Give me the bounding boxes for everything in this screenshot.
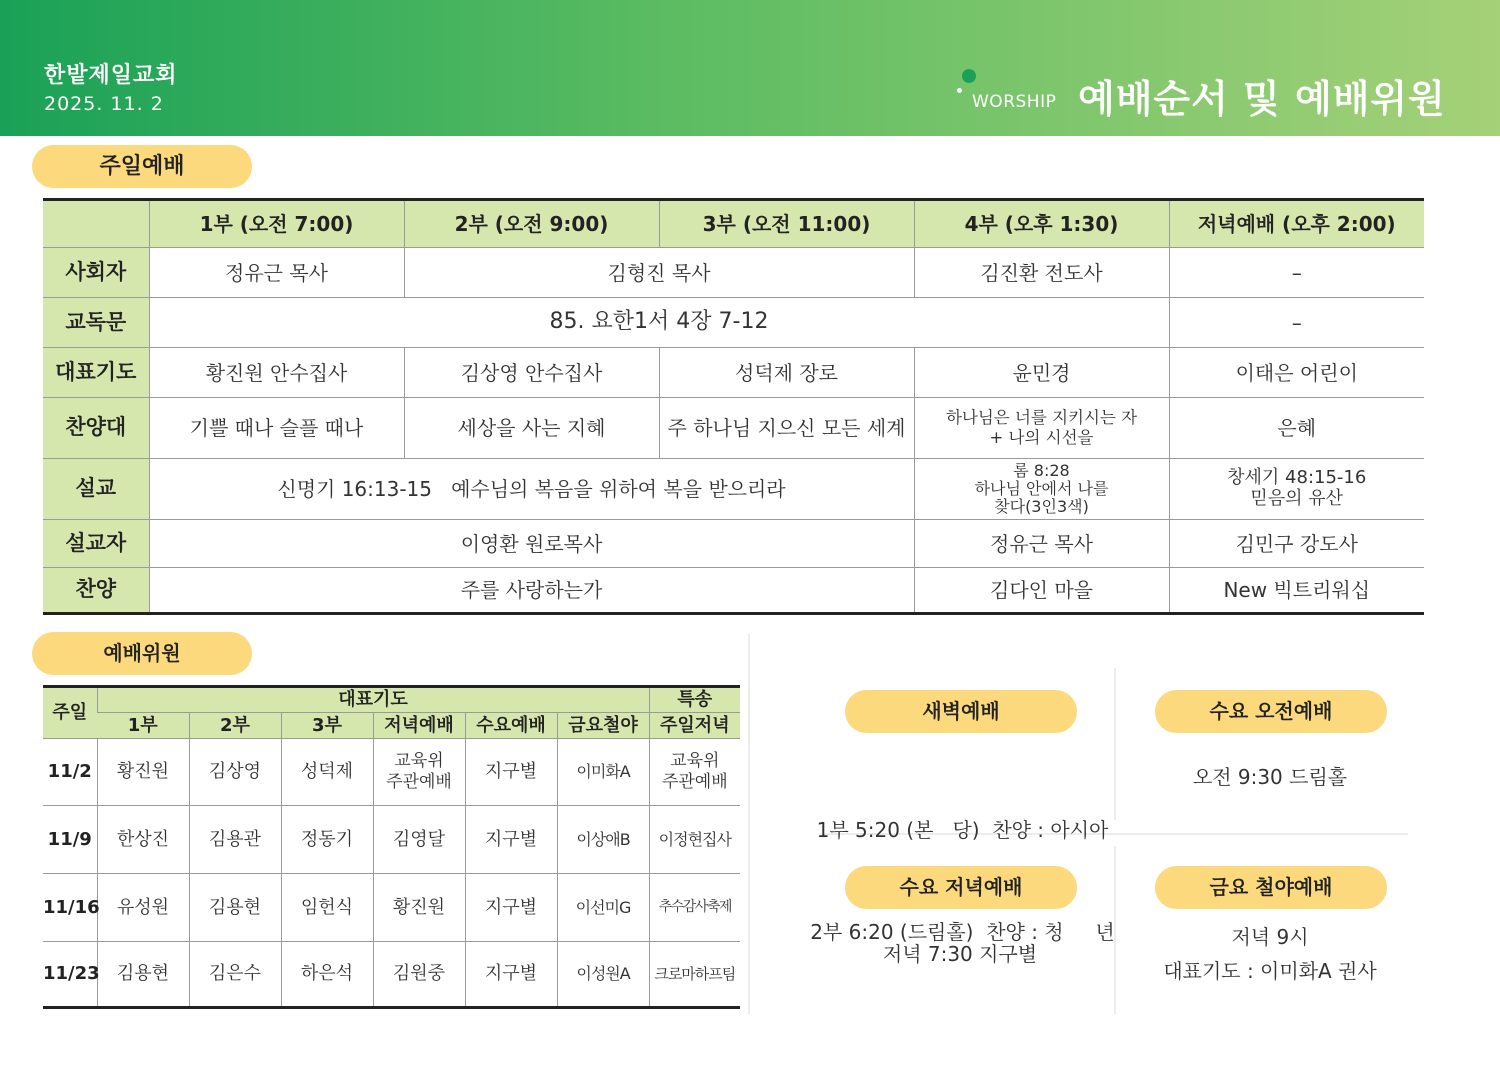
committee-p3: 하은석 xyxy=(281,942,373,1008)
committee-p1: 한상진 xyxy=(97,806,189,874)
committee-sub-3: 3부 xyxy=(281,713,373,739)
fri-night-service-title: 금요 철야예배 xyxy=(1155,866,1387,909)
worship-small-dot-icon xyxy=(957,88,962,93)
table-row-praise xyxy=(43,568,1424,614)
preacher-service-1-3: 이영환 원로목사 xyxy=(149,520,914,568)
committee-evening: 황진원 xyxy=(373,874,465,942)
fri-night-service-line2: 대표기도 : 이미화A 권사 xyxy=(1163,959,1377,983)
committee-date: 11/23 xyxy=(43,963,100,985)
committee-evening-line2: 주관예배 xyxy=(386,772,452,792)
host-service-4: 김진환 전도사 xyxy=(914,248,1169,298)
choir-evening: 은혜 xyxy=(1169,398,1424,459)
committee-evening: 김원중 xyxy=(373,942,465,1008)
committee-special: 추수감사축제 xyxy=(649,874,740,942)
row-label-host: 사회자 xyxy=(43,248,149,298)
row-label-prayer: 대표기도 xyxy=(43,348,149,398)
committee-sub-special: 주일저녁 xyxy=(649,713,740,739)
table-row-sermon xyxy=(43,459,1424,520)
committee-special: 크로마하프팀 xyxy=(649,942,740,1008)
choir-service-2: 세상을 사는 지혜 xyxy=(404,398,659,459)
committee-sub-evening: 저녁예배 xyxy=(373,713,465,739)
committee-label: 예배위원 xyxy=(32,632,252,675)
prayer-service-2: 김상영 안수집사 xyxy=(404,348,659,398)
panel-divider-left xyxy=(748,634,750,1014)
sermon-service-4-line3: 찾다(3인3색) xyxy=(994,496,1089,516)
choir-service-4 xyxy=(914,398,1169,459)
row-label-praise: 찬양 xyxy=(43,568,149,614)
choir-service-3: 주 하나님 지으신 모든 세계 xyxy=(659,398,914,459)
table-row-preacher xyxy=(43,520,1424,568)
committee-fri: 이상애B xyxy=(557,806,649,874)
table-row-reading xyxy=(43,298,1424,348)
praise-evening: New 빅트리워십 xyxy=(1169,568,1424,614)
worship-dot-icon xyxy=(962,69,976,83)
table-row-host xyxy=(43,248,1424,298)
committee-p3: 정동기 xyxy=(281,806,373,874)
sermon-service-4 xyxy=(914,459,1169,520)
committee-head-sunday: 주일 xyxy=(43,687,97,739)
committee-table xyxy=(43,685,740,1009)
fri-night-service-info xyxy=(1120,920,1420,988)
sermon-service-1-3: 신명기 16:13-15 예수님의 복음을 위하여 복을 받으리라 xyxy=(149,459,914,520)
table-row-choir xyxy=(43,398,1424,459)
committee-p1: 유성원 xyxy=(97,874,189,942)
prayer-service-3: 성덕제 장로 xyxy=(659,348,914,398)
sermon-evening-line1: 창세기 48:15-16 xyxy=(1227,467,1367,489)
reading-service-1-4: 85. 요한1서 4장 7-12 xyxy=(149,298,1169,348)
committee-wed: 지구별 xyxy=(465,806,557,874)
wed-morning-service-title: 수요 오전예배 xyxy=(1155,690,1387,733)
committee-row xyxy=(43,942,740,1008)
committee-p2: 김용현 xyxy=(189,874,281,942)
dawn-service-line1: 1부 5:20 (본 당) 찬양 : 아시아 xyxy=(816,818,1109,842)
sunday-worship-label: 주일예배 xyxy=(32,145,252,188)
committee-p2: 김용관 xyxy=(189,806,281,874)
praise-service-1-3: 주를 사랑하는가 xyxy=(149,568,914,614)
column-evening: 저녁예배 (오후 2:00) xyxy=(1169,200,1424,248)
host-service-1: 정유근 목사 xyxy=(149,248,404,298)
committee-subheader-row xyxy=(43,713,740,739)
committee-p1: 황진원 xyxy=(97,739,189,806)
committee-evening: 김영달 xyxy=(373,806,465,874)
fri-night-service-line1: 저녁 9시 xyxy=(1231,925,1309,949)
page-title: 예배순서 및 예배위원 xyxy=(1078,77,1446,121)
wed-evening-service-info: 저녁 7:30 지구별 xyxy=(882,942,1038,966)
committee-row xyxy=(43,739,740,806)
committee-fri: 이선미G xyxy=(557,874,649,942)
sermon-evening-line2: 믿음의 유산 xyxy=(1250,488,1344,509)
row-label-reading: 교독문 xyxy=(43,298,149,348)
bulletin-date: 2025. 11. 2 xyxy=(44,93,164,115)
host-service-2-3: 김형진 목사 xyxy=(404,248,914,298)
committee-p1: 김용현 xyxy=(97,942,189,1008)
committee-head-prayer: 대표기도 xyxy=(97,687,649,713)
row-label-preacher: 설교자 xyxy=(43,520,149,568)
column-service-1: 1부 (오전 7:00) xyxy=(149,200,404,248)
church-name: 한밭제일교회 xyxy=(44,63,178,88)
committee-wed: 지구별 xyxy=(465,874,557,942)
committee-sub-fri: 금요철야 xyxy=(557,713,649,739)
column-service-3: 3부 (오전 11:00) xyxy=(659,200,914,248)
sunday-worship-table xyxy=(43,198,1424,615)
host-evening: – xyxy=(1169,248,1424,298)
committee-p2: 김은수 xyxy=(189,942,281,1008)
column-service-2: 2부 (오전 9:00) xyxy=(404,200,659,248)
committee-p2: 김상영 xyxy=(189,739,281,806)
committee-row xyxy=(43,874,740,942)
committee-date: 11/16 xyxy=(43,874,97,942)
row-label-choir: 찬양대 xyxy=(43,398,149,459)
committee-fri: 이성원A xyxy=(557,942,649,1008)
row-label-sermon: 설교 xyxy=(43,459,149,520)
committee-sub-wed: 수요예배 xyxy=(465,713,557,739)
reading-evening: – xyxy=(1169,298,1424,348)
committee-wed: 지구별 xyxy=(465,739,557,806)
committee-header-row xyxy=(43,687,740,713)
prayer-evening: 이태은 어린이 xyxy=(1169,348,1424,398)
preacher-evening: 김민구 강도사 xyxy=(1169,520,1424,568)
committee-head-special: 특송 xyxy=(649,687,740,713)
committee-special-line1: 교육위 xyxy=(670,750,720,771)
corner-cell xyxy=(43,200,149,248)
committee-special xyxy=(649,739,740,806)
sermon-evening xyxy=(1169,459,1424,520)
committee-evening-line1: 교육위 xyxy=(394,750,444,771)
wed-evening-service-title: 수요 저녁예배 xyxy=(845,866,1077,909)
sermon-service-4-line1: 롬 8:28 xyxy=(1013,461,1070,481)
committee-special-line2: 주관예배 xyxy=(661,772,728,792)
committee-p3: 임헌식 xyxy=(281,874,373,942)
committee-row xyxy=(43,806,740,874)
committee-wed: 지구별 xyxy=(465,942,557,1008)
choir-service-4-line2: + 나의 시선을 xyxy=(989,428,1094,447)
preacher-service-4: 정유근 목사 xyxy=(914,520,1169,568)
choir-service-1: 기쁠 때나 슬플 때나 xyxy=(149,398,404,459)
committee-sub-2: 2부 xyxy=(189,713,281,739)
dawn-service-title: 새벽예배 xyxy=(845,690,1077,733)
table-header-row xyxy=(43,200,1424,248)
committee-special: 이정현집사 xyxy=(649,806,740,874)
committee-p3: 성덕제 xyxy=(281,739,373,806)
choir-service-4-line1: 하나님은 너를 지키시는 자 xyxy=(945,407,1138,427)
prayer-service-4: 윤민경 xyxy=(914,348,1169,398)
header-banner xyxy=(0,0,1500,136)
table-row-prayer xyxy=(43,348,1424,398)
committee-evening xyxy=(373,739,465,806)
column-service-4: 4부 (오후 1:30) xyxy=(914,200,1169,248)
committee-sub-1: 1부 xyxy=(97,713,189,739)
committee-date: 11/9 xyxy=(43,806,97,874)
sermon-service-4-line2: 하나님 안에서 나를 xyxy=(974,479,1109,499)
prayer-service-1: 황진원 안수집사 xyxy=(149,348,404,398)
dawn-service-line2: 2부 6:20 (드림홀) 찬양 : 청 년 xyxy=(810,920,1115,944)
committee-date: 11/2 xyxy=(43,739,97,806)
committee-fri: 이미화A xyxy=(557,739,649,806)
praise-service-4: 김다인 마을 xyxy=(914,568,1169,614)
wed-morning-service-info: 오전 9:30 드림홀 xyxy=(1192,765,1348,789)
worship-label: WORSHIP xyxy=(972,92,1057,112)
